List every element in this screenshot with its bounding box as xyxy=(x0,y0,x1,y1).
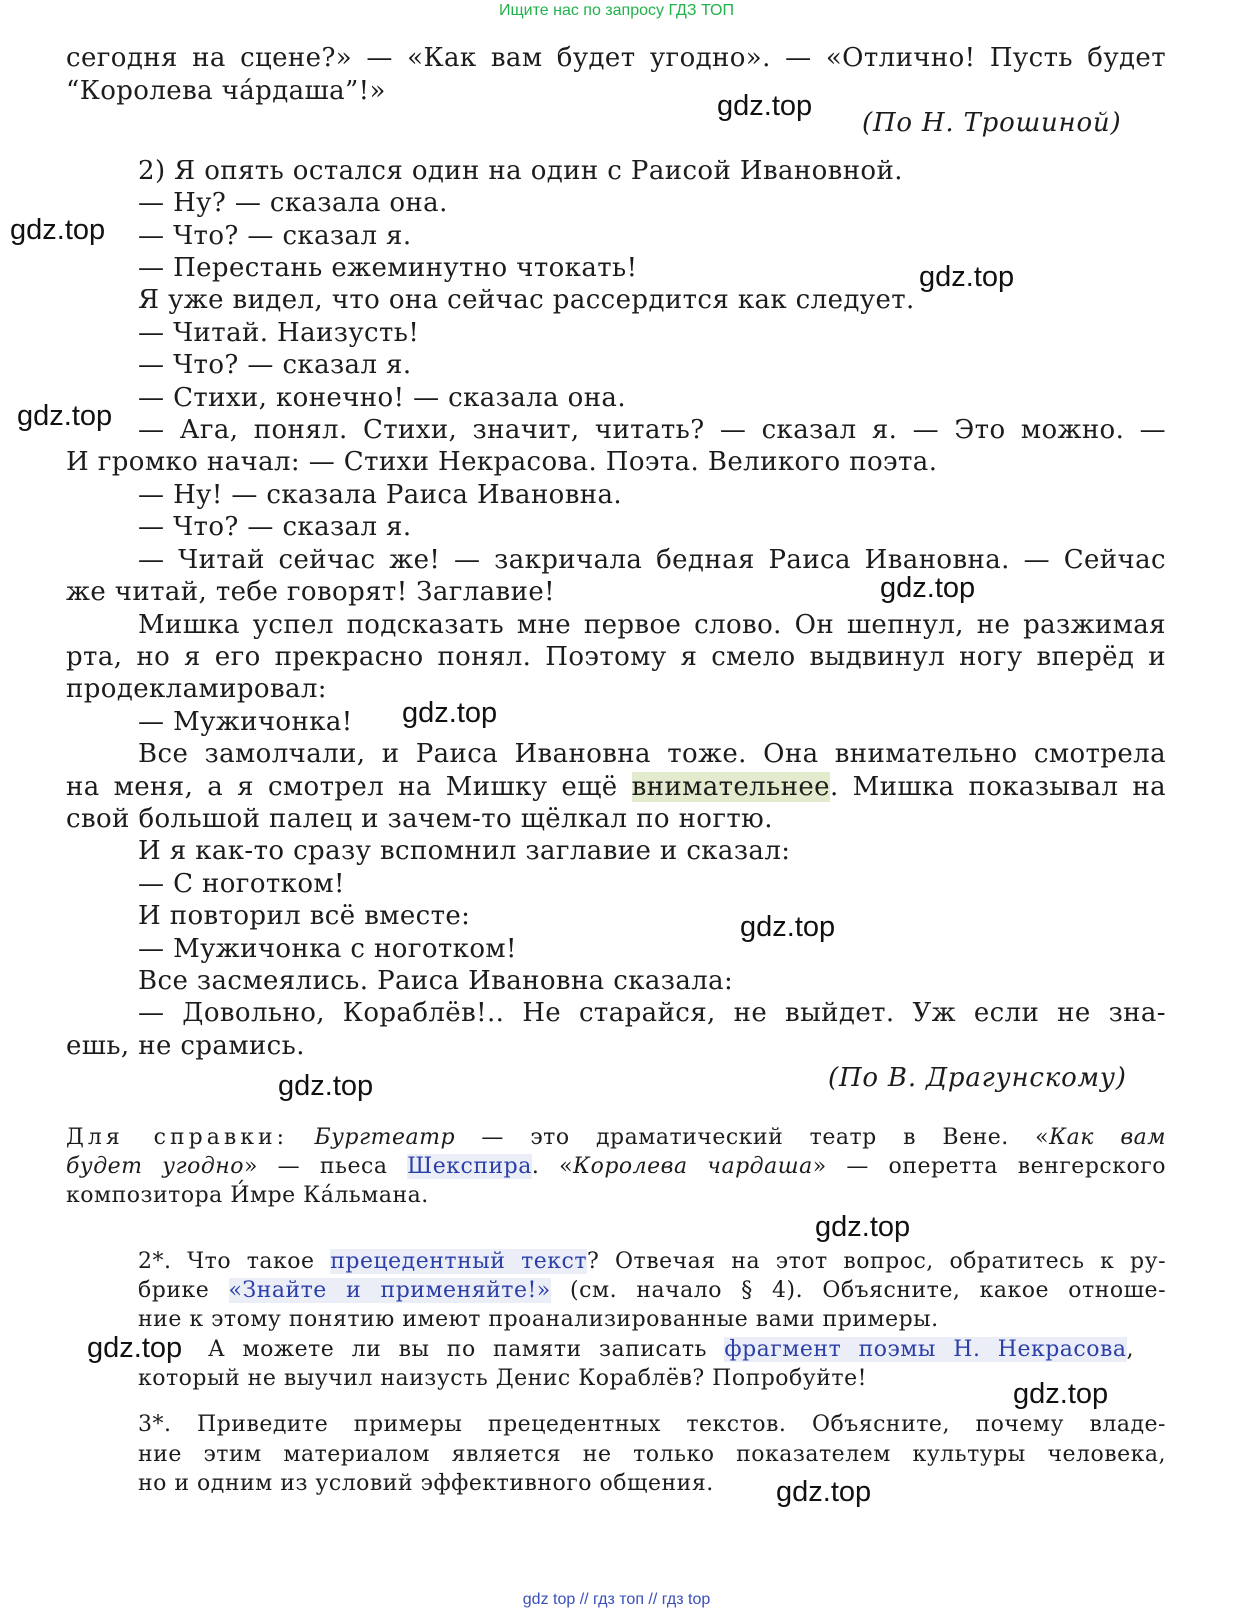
task2-text: , xyxy=(1126,1337,1134,1362)
passage2-line-18: — Мужичонка! xyxy=(138,707,353,737)
reference-line-2 xyxy=(66,1153,1166,1181)
watermark: gdz.top xyxy=(1013,1378,1109,1410)
task2-line-4 xyxy=(208,1336,1134,1364)
passage2-line-9: — Ага, понял. Стихи, значит, читать? — сказал я. — Это можно. — xyxy=(138,415,1166,445)
task2-line-3: ние к этому понятию имеют проанализированные вами примеры. xyxy=(138,1307,939,1332)
task2-text: (см. начало § 4). Объясните, какое отноше- xyxy=(550,1278,1167,1303)
passage2-line-10: И громко начал: — Стихи Некрасова. Поэта. Великого поэта. xyxy=(66,447,938,477)
task2-text: А можете ли вы по памяти записать xyxy=(208,1337,725,1362)
passage2-line-19: Все замолчали, и Раиса Ивановна тоже. Она внимательно смотрела xyxy=(138,739,1166,769)
passage2-line-24: И повторил всё вместе: xyxy=(138,901,471,931)
top-banner: Ищите нас по запросу ГДЗ ТОП xyxy=(499,2,734,19)
reference-text: — это драматический театр в Вене. « xyxy=(455,1125,1050,1150)
task2-line-1 xyxy=(138,1248,1166,1276)
passage2-line-2: — Ну? — сказала она. xyxy=(138,188,448,218)
passage2-line-20-end: . Мишка показывал на xyxy=(829,772,1166,802)
task2-line-5: который не выучил наизусть Денис Кораблёв? Попробуйте! xyxy=(138,1366,867,1391)
nekrasov-fragment-link[interactable]: фрагмент поэмы Н. Некрасова xyxy=(724,1337,1127,1362)
reference-text: » — оперетта венгерского xyxy=(812,1154,1166,1179)
watermark: gdz.top xyxy=(717,90,813,122)
reference-text: » — пьеса xyxy=(244,1154,408,1179)
passage2-line-3: — Что? — сказал я. xyxy=(138,221,412,251)
passage1-line-2: “Королева ча́рдаша”!» xyxy=(66,76,386,106)
reference-line-3: композитора И́мре Ка́льмана. xyxy=(66,1183,429,1208)
watermark: gdz.top xyxy=(278,1070,374,1102)
passage1-line-1: сегодня на сцене?» — «Как вам будет угодно». — «Отлично! Пусть будет xyxy=(66,43,1166,73)
passage2-line-13: — Читай сейчас же! — закричала бедная Раиса Ивановна. — Сейчас xyxy=(138,545,1166,575)
highlighted-word: внимательнее xyxy=(631,772,830,802)
passage2-line-12: — Что? — сказал я. xyxy=(138,512,412,542)
reference-title-start: Как вам xyxy=(1049,1125,1166,1150)
passage2-line-8: — Стихи, конечно! — сказала она. xyxy=(138,383,626,413)
passage2-line-26: Все засмеялись. Раиса Ивановна сказала: xyxy=(138,966,734,996)
watermark: gdz.top xyxy=(776,1476,872,1508)
task2-text: ? Отвечая на этот вопрос, обратитесь к ру- xyxy=(587,1249,1167,1274)
shakespeare-link[interactable]: Шекспира xyxy=(407,1154,532,1179)
watermark: gdz.top xyxy=(880,572,976,604)
passage2-line-1: 2) Я опять остался один на один с Раисой Ивановной. xyxy=(138,156,903,186)
watermark: gdz.top xyxy=(17,400,113,432)
reference-line-1 xyxy=(66,1124,1166,1152)
passage2-line-20 xyxy=(66,772,1166,802)
know-and-apply-link[interactable]: «Знайте и применяйте!» xyxy=(228,1278,551,1303)
reference-text: . « xyxy=(531,1154,574,1179)
task2-line-2 xyxy=(138,1277,1166,1305)
passage2-line-16: рта, но я его прекрасно понял. Поэтому я смело выдвинул ногу вперёд и xyxy=(66,642,1166,672)
passage2-line-17: продекламировал: xyxy=(66,674,327,704)
task2-text: 2*. Что такое xyxy=(138,1249,331,1274)
passage2-line-27: — Довольно, Кораблёв!.. Не старайся, не выйдет. Уж если не зна- xyxy=(138,998,1166,1028)
passage2-line-4: — Перестань ежеминутно чтокать! xyxy=(138,253,638,283)
passage2-line-20-start: на меня, а я смотрел на Мишку ещё xyxy=(66,772,632,802)
passage2-line-7: — Что? — сказал я. xyxy=(138,350,412,380)
task3-line-1: 3*. Приведите примеры прецедентных текстов. Объясните, почему владе- xyxy=(138,1412,1166,1437)
watermark: gdz.top xyxy=(740,911,836,943)
passage2-line-14: же читай, тебе говорят! Заглавие! xyxy=(66,577,555,607)
passage2-line-23: — С ноготком! xyxy=(138,869,345,899)
task3-line-2: ние этим материалом является не только показателем культуры человека, xyxy=(138,1442,1166,1467)
passage1-attribution: (По Н. Трошиной) xyxy=(862,108,1122,138)
passage2-line-22: И я как-то сразу вспомнил заглавие и сказал: xyxy=(138,836,791,866)
watermark: gdz.top xyxy=(919,261,1015,293)
passage2-line-25: — Мужичонка с ноготком! xyxy=(138,934,517,964)
passage2-line-11: — Ну! — сказала Раиса Ивановна. xyxy=(138,480,623,510)
reference-operetta-title: Королева чардаша xyxy=(573,1154,813,1179)
reference-term: Бургтеатр xyxy=(314,1125,456,1150)
passage2-line-21: свой большой палец и зачем-то щёлкал по ногтю. xyxy=(66,804,773,834)
passage2-attribution: (По В. Драгунскому) xyxy=(828,1063,1127,1093)
watermark: gdz.top xyxy=(402,697,498,729)
reference-label: Для справки: xyxy=(66,1125,289,1150)
task2-text: брике xyxy=(138,1278,229,1303)
passage2-line-6: — Читай. Наизусть! xyxy=(138,318,420,348)
passage2-line-28: ешь, не срамись. xyxy=(66,1031,305,1061)
task3-line-3: но и одним из условий эффективного общения. xyxy=(138,1471,714,1496)
watermark: gdz.top xyxy=(87,1332,183,1364)
watermark: gdz.top xyxy=(815,1211,911,1243)
passage2-line-15: Мишка успел подсказать мне первое слово. Он шепнул, не разжимая xyxy=(138,610,1166,640)
watermark: gdz.top xyxy=(10,214,106,246)
reference-title-end: будет угодно xyxy=(66,1154,245,1179)
precedent-text-link[interactable]: прецедентный текст xyxy=(330,1249,588,1274)
bottom-banner: gdz top // гдз топ // гдз top xyxy=(522,1591,711,1608)
passage2-line-5: Я уже видел, что она сейчас рассердится как следует. xyxy=(138,285,915,315)
